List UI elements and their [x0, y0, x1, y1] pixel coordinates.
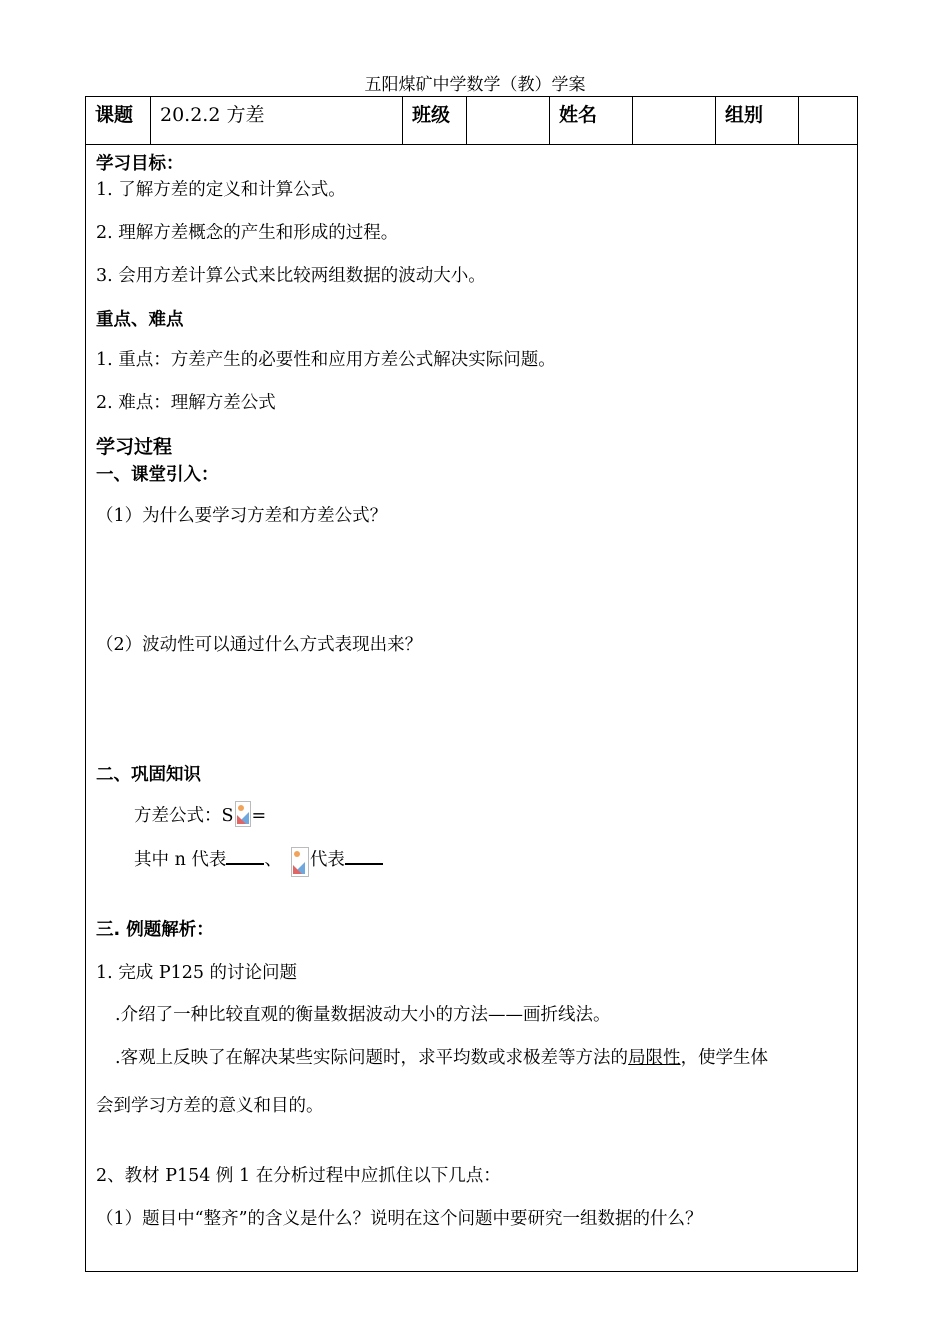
objective-item: 1. 了解方差的定义和计算公式。 [96, 180, 346, 200]
blank-line [226, 847, 264, 865]
class-value[interactable] [467, 97, 550, 144]
objective-item: 3. 会用方差计算公式来比较两组数据的波动大小。 [96, 266, 486, 286]
group-label: 组别 [716, 97, 799, 144]
formula-suffix: = [251, 806, 267, 826]
section1-title: 一、课堂引入： [96, 465, 219, 485]
objectives-title: 学习目标： [96, 154, 184, 174]
example-item-2-q1: （1）题目中“整齐”的含义是什么？说明在这个问题中要研究一组数据的什么？ [96, 1209, 703, 1229]
section2-title: 二、巩固知识 [96, 765, 201, 785]
key-point-item: 1. 重点：方差产生的必要性和应用方差公式解决实际问题。 [96, 350, 556, 370]
variance-formula [134, 801, 266, 827]
item1b-text-end: ，使学生体 [680, 1048, 769, 1068]
key-points-title: 重点、难点 [96, 310, 184, 330]
name-value[interactable] [633, 97, 716, 144]
name-label: 姓名 [550, 97, 633, 144]
item1b-underlined: 局限性 [628, 1048, 681, 1068]
question-1: （1）为什么要学习方差和方差公式？ [96, 506, 388, 526]
group-value[interactable] [799, 97, 857, 144]
section3-title: 三. 例题解析： [96, 920, 214, 940]
page-header: 五阳煤矿中学数学（教）学案 [364, 75, 586, 95]
example-item-1a: .介绍了一种比较直观的衡量数据波动大小的方法——画折线法。 [115, 1005, 611, 1025]
symbol-image-icon [291, 847, 309, 877]
blank-line [345, 847, 383, 865]
example-item-1b-cont: 会到学习方差的意义和目的。 [96, 1096, 324, 1116]
example-item-1b [115, 1044, 768, 1069]
topic-value: 20.2.2 方差 [151, 97, 403, 144]
meaning-prefix: 其中 n 代表 [134, 850, 227, 870]
example-item-1: 1. 完成 P125 的讨论问题 [96, 963, 298, 983]
meaning-separator: 、 [264, 850, 282, 870]
question-2: （2）波动性可以通过什么方式表现出来？ [96, 635, 423, 655]
item1b-text: .客观上反映了在解决某些实际问题时，求平均数或求极差等方法的 [115, 1048, 629, 1068]
topic-label: 课题 [86, 97, 151, 144]
lesson-plan-table [85, 96, 858, 1272]
formula-prefix: 方差公式：S [134, 806, 234, 826]
class-label: 班级 [403, 97, 467, 144]
key-point-item: 2. 难点：理解方差公式 [96, 393, 276, 413]
objective-item: 2. 理解方差概念的产生和形成的过程。 [96, 223, 399, 243]
process-title: 学习过程 [96, 436, 173, 458]
example-item-2: 2、教材 P154 例 1 在分析过程中应抓住以下几点： [96, 1166, 501, 1186]
formula-image-icon [235, 801, 251, 827]
formula-meaning [134, 846, 383, 877]
table-header-row [86, 97, 857, 145]
meaning-mid: 代表 [309, 850, 345, 870]
